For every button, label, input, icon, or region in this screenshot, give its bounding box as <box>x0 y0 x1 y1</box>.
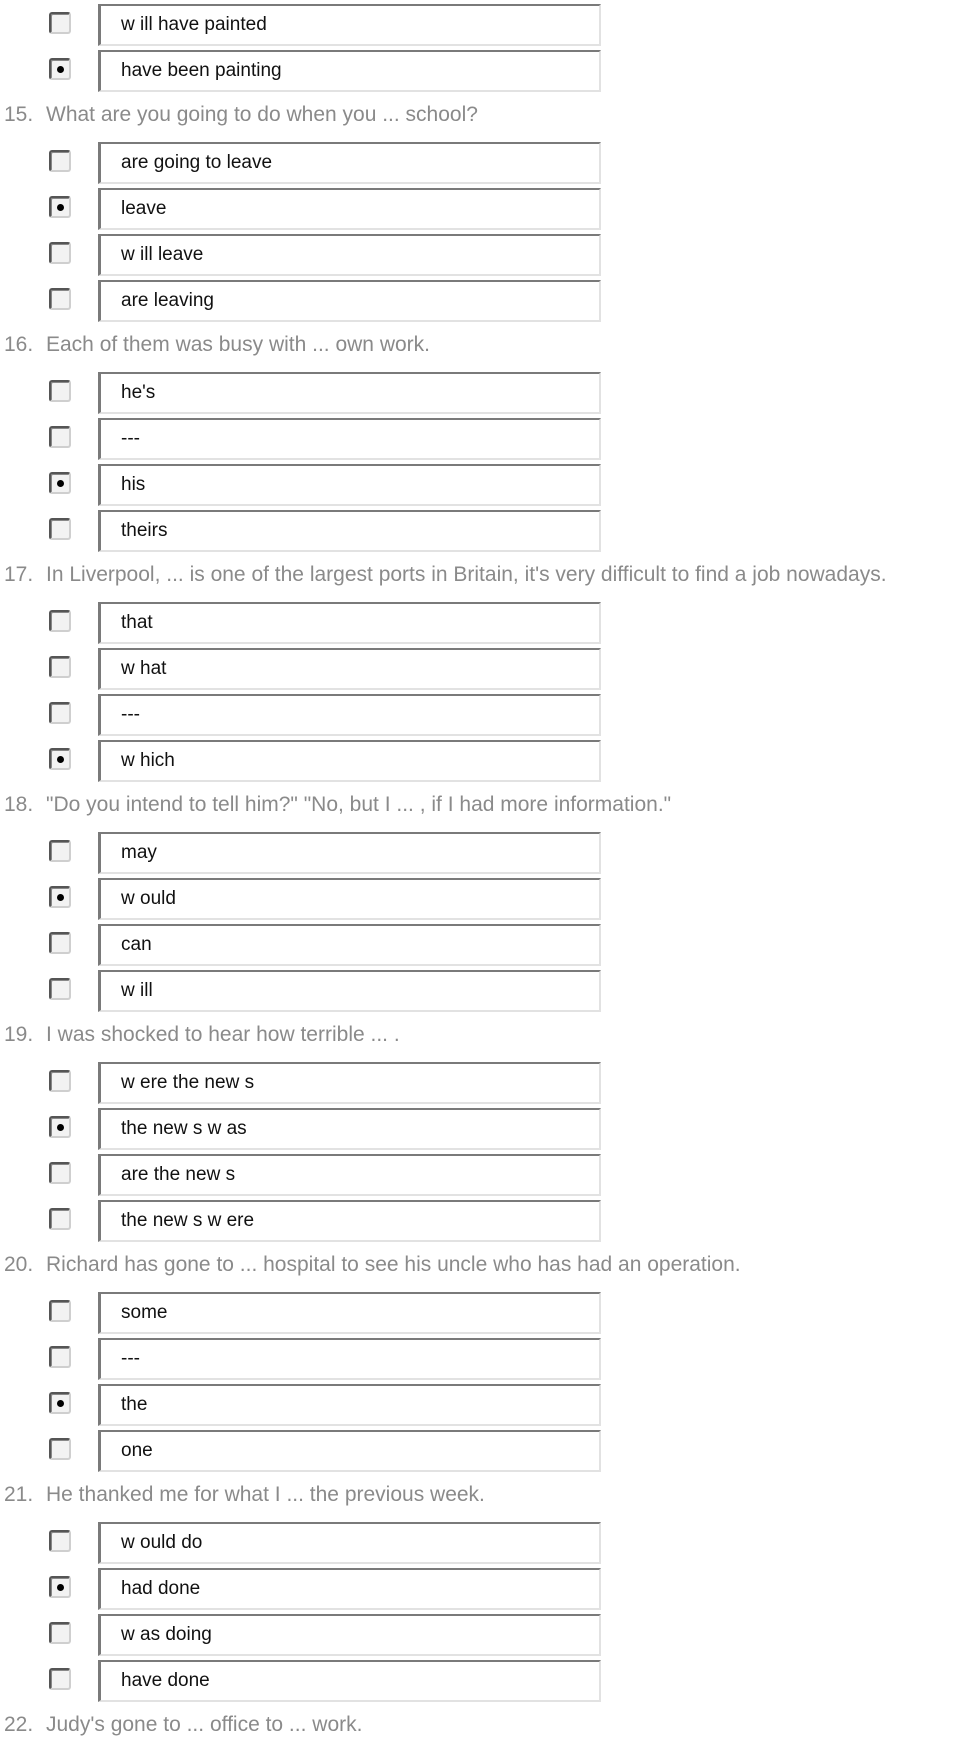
answer-box[interactable] <box>98 694 601 736</box>
radio-button[interactable] <box>49 426 71 448</box>
answer-label: have been painting <box>121 60 282 81</box>
answer-label: have done <box>121 1670 210 1691</box>
question-block <box>0 782 960 1012</box>
answer-box[interactable] <box>98 1108 601 1150</box>
radio-button[interactable] <box>49 1530 71 1552</box>
answer-label: --- <box>121 704 140 725</box>
answer-label: the <box>121 1394 148 1415</box>
answer-box[interactable] <box>98 740 601 782</box>
answer-box[interactable] <box>98 1384 601 1426</box>
answer-label: are going to leave <box>121 152 273 173</box>
radio-button-selected[interactable] <box>49 1392 71 1414</box>
question-text <box>0 322 960 368</box>
question-block <box>0 1702 960 1748</box>
radio-button[interactable] <box>49 380 71 402</box>
answer-label: w hat <box>121 658 167 679</box>
question-text <box>0 92 960 138</box>
radio-button-selected[interactable] <box>49 196 71 218</box>
answer-label: some <box>121 1302 168 1323</box>
radio-button[interactable] <box>49 1622 71 1644</box>
radio-button-selected[interactable] <box>49 58 71 80</box>
radio-button[interactable] <box>49 1300 71 1322</box>
answer-label: theirs <box>121 520 168 541</box>
answer-label: w ould do <box>121 1532 203 1553</box>
answer-box[interactable] <box>98 4 601 46</box>
answer-box[interactable] <box>98 832 601 874</box>
answer-option[interactable] <box>0 0 960 46</box>
answer-box[interactable] <box>98 1568 601 1610</box>
answer-option[interactable] <box>0 1518 960 1564</box>
question-block <box>0 1012 960 1242</box>
question-text <box>0 782 960 828</box>
answer-option[interactable] <box>0 828 960 874</box>
question-text <box>0 1702 960 1748</box>
radio-button[interactable] <box>49 610 71 632</box>
radio-dot-icon <box>57 894 64 901</box>
radio-button[interactable] <box>49 150 71 172</box>
answer-option[interactable] <box>0 1426 960 1472</box>
question-number: 20. <box>4 1253 34 1276</box>
answer-box[interactable] <box>98 464 601 506</box>
question-prompt: Each of them was busy with ... own work. <box>46 333 430 356</box>
answer-option[interactable] <box>0 506 960 552</box>
radio-button[interactable] <box>49 932 71 954</box>
radio-button-selected[interactable] <box>49 886 71 908</box>
answer-option[interactable] <box>0 736 960 782</box>
answer-option[interactable] <box>0 1610 960 1656</box>
radio-button[interactable] <box>49 518 71 540</box>
answer-box[interactable] <box>98 1430 601 1472</box>
radio-button[interactable] <box>49 1346 71 1368</box>
answer-label: may <box>121 842 157 863</box>
answer-box[interactable] <box>98 234 601 276</box>
answer-label: w ill leave <box>121 244 204 265</box>
answer-box[interactable] <box>98 1200 601 1242</box>
radio-dot-icon <box>57 480 64 487</box>
answer-option[interactable] <box>0 1656 960 1702</box>
answer-label: that <box>121 612 153 633</box>
question-block <box>0 1242 960 1472</box>
radio-button[interactable] <box>49 702 71 724</box>
answer-box[interactable] <box>98 50 601 92</box>
answer-label: his <box>121 474 146 495</box>
answer-option[interactable] <box>0 1288 960 1334</box>
question-text <box>0 552 960 598</box>
answer-option[interactable] <box>0 1334 960 1380</box>
answer-option[interactable] <box>0 644 960 690</box>
answer-label: --- <box>121 1348 140 1369</box>
answer-option[interactable] <box>0 230 960 276</box>
answer-option[interactable] <box>0 414 960 460</box>
answer-option[interactable] <box>0 1196 960 1242</box>
radio-button[interactable] <box>49 978 71 1000</box>
answer-option[interactable] <box>0 1058 960 1104</box>
answer-option[interactable] <box>0 920 960 966</box>
answer-label: w hich <box>121 750 175 771</box>
question-prompt: In Liverpool, ... is one of the largest ports in Britain, it's very difficult to find a job nowadays. <box>46 563 887 586</box>
radio-dot-icon <box>57 1124 64 1131</box>
radio-button[interactable] <box>49 288 71 310</box>
answer-label: w ill <box>121 980 153 1001</box>
question-number: 16. <box>4 333 34 356</box>
answer-box[interactable] <box>98 188 601 230</box>
answer-option[interactable] <box>0 1104 960 1150</box>
radio-dot-icon <box>57 66 64 73</box>
radio-button[interactable] <box>49 1162 71 1184</box>
answer-label: are leaving <box>121 290 214 311</box>
answer-label: he's <box>121 382 156 403</box>
answer-label: had done <box>121 1578 201 1599</box>
answer-box[interactable] <box>98 878 601 920</box>
radio-dot-icon <box>57 204 64 211</box>
question-block <box>0 322 960 552</box>
question-prompt: He thanked me for what I ... the previous week. <box>46 1483 485 1506</box>
answer-box[interactable] <box>98 970 601 1012</box>
answer-option[interactable] <box>0 1380 960 1426</box>
question-prompt: What are you going to do when you ... school? <box>46 103 478 126</box>
radio-button[interactable] <box>49 12 71 34</box>
radio-button[interactable] <box>49 1070 71 1092</box>
answer-box[interactable] <box>98 1062 601 1104</box>
question-text <box>0 1012 960 1058</box>
question-block <box>0 552 960 782</box>
question-text <box>0 1472 960 1518</box>
answer-option[interactable] <box>0 184 960 230</box>
question-number: 15. <box>4 103 34 126</box>
answer-label: w ould <box>121 888 176 909</box>
question-block <box>0 0 960 92</box>
radio-dot-icon <box>57 756 64 763</box>
answer-option[interactable] <box>0 276 960 322</box>
question-number: 19. <box>4 1023 34 1046</box>
radio-button-selected[interactable] <box>49 748 71 770</box>
answer-box[interactable] <box>98 280 601 322</box>
answer-box[interactable] <box>98 924 601 966</box>
answer-option[interactable] <box>0 1564 960 1610</box>
answer-option[interactable] <box>0 690 960 736</box>
question-block <box>0 1472 960 1702</box>
answer-label: --- <box>121 428 140 449</box>
answer-label: w as doing <box>121 1624 212 1645</box>
answer-option[interactable] <box>0 874 960 920</box>
radio-button[interactable] <box>49 840 71 862</box>
answer-label: one <box>121 1440 153 1461</box>
answer-option[interactable] <box>0 1150 960 1196</box>
answer-label: are the new s <box>121 1164 236 1185</box>
question-block <box>0 92 960 322</box>
radio-button[interactable] <box>49 1208 71 1230</box>
radio-button[interactable] <box>49 242 71 264</box>
answer-label: the new s w ere <box>121 1210 255 1231</box>
answer-option[interactable] <box>0 966 960 1012</box>
radio-button[interactable] <box>49 1438 71 1460</box>
answer-box[interactable] <box>98 602 601 644</box>
answer-option[interactable] <box>0 368 960 414</box>
radio-button-selected[interactable] <box>49 472 71 494</box>
answer-box[interactable] <box>98 372 601 414</box>
question-number: 22. <box>4 1713 34 1736</box>
answer-box[interactable] <box>98 1660 601 1702</box>
answer-box[interactable] <box>98 1522 601 1564</box>
radio-dot-icon <box>57 1584 64 1591</box>
question-prompt: Judy's gone to ... office to ... work. <box>46 1713 363 1736</box>
answer-option[interactable] <box>0 46 960 92</box>
answer-label: w ill have painted <box>121 14 267 35</box>
answer-option[interactable] <box>0 460 960 506</box>
question-prompt: "Do you intend to tell him?" "No, but I ... , if I had more information." <box>46 793 672 816</box>
question-prompt: I was shocked to hear how terrible ... . <box>46 1023 400 1046</box>
question-prompt: Richard has gone to ... hospital to see his uncle who has had an operation. <box>46 1253 741 1276</box>
answer-box[interactable] <box>98 418 601 460</box>
answer-box[interactable] <box>98 1614 601 1656</box>
radio-button-selected[interactable] <box>49 1576 71 1598</box>
question-number: 18. <box>4 793 34 816</box>
answer-label: leave <box>121 198 167 219</box>
answer-box[interactable] <box>98 142 601 184</box>
radio-button[interactable] <box>49 656 71 678</box>
answer-option[interactable] <box>0 138 960 184</box>
answer-option[interactable] <box>0 598 960 644</box>
question-text <box>0 1242 960 1288</box>
answer-box[interactable] <box>98 1154 601 1196</box>
question-number: 21. <box>4 1483 34 1506</box>
answer-label: can <box>121 934 152 955</box>
radio-button[interactable] <box>49 1668 71 1690</box>
answer-label: w ere the new s <box>121 1072 255 1093</box>
answer-box[interactable] <box>98 1292 601 1334</box>
answer-box[interactable] <box>98 1338 601 1380</box>
radio-button-selected[interactable] <box>49 1116 71 1138</box>
question-number: 17. <box>4 563 34 586</box>
radio-dot-icon <box>57 1400 64 1407</box>
answer-box[interactable] <box>98 510 601 552</box>
answer-box[interactable] <box>98 648 601 690</box>
answer-label: the new s w as <box>121 1118 247 1139</box>
